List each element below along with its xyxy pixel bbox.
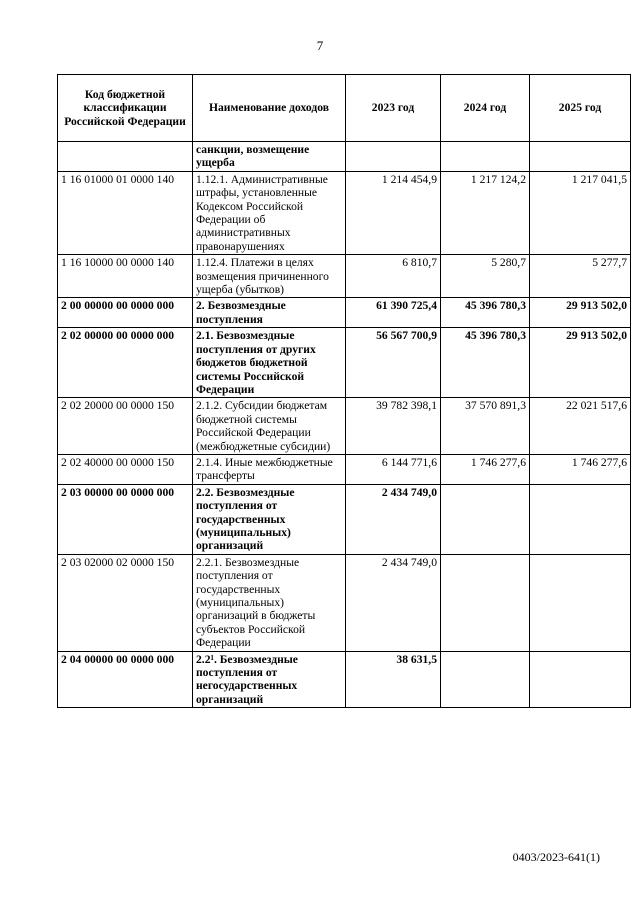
row-2025 (530, 484, 631, 554)
row-code: 1 16 01000 01 0000 140 (58, 171, 193, 254)
row-2023: 56 567 700,9 (346, 328, 441, 398)
row-name: санкции, возмещение ущерба (193, 142, 346, 172)
header-2023: 2023 год (346, 75, 441, 142)
row-name: 2. Безвозмездные поступления (193, 298, 346, 328)
table-row (58, 298, 631, 328)
table-body (58, 142, 631, 708)
table-row (58, 651, 631, 708)
row-code: 2 02 20000 00 0000 150 (58, 398, 193, 455)
row-2025: 22 021 517,6 (530, 398, 631, 455)
row-2025 (530, 142, 631, 172)
row-2023: 1 214 454,9 (346, 171, 441, 254)
row-name: 2.1.2. Субсидии бюджетам бюджетной системы Российской Федерации (межбюджетные субсидии) (193, 398, 346, 455)
table-row (58, 554, 631, 651)
row-name: 2.2. Безвозмездные поступления от государственных (муниципальных) организаций (193, 484, 346, 554)
row-2025 (530, 651, 631, 708)
row-2025: 1 746 277,6 (530, 454, 631, 484)
row-2024: 45 396 780,3 (441, 298, 530, 328)
budget-revenue-table (57, 74, 631, 708)
table-header-row (58, 75, 631, 142)
row-name: 1.12.4. Платежи в целях возмещения причиненного ущерба (убытков) (193, 255, 346, 298)
row-2023: 6 144 771,6 (346, 454, 441, 484)
row-2025: 1 217 041,5 (530, 171, 631, 254)
row-2023: 61 390 725,4 (346, 298, 441, 328)
row-2024: 1 217 124,2 (441, 171, 530, 254)
row-2025: 29 913 502,0 (530, 298, 631, 328)
table-row (58, 142, 631, 172)
table-row (58, 328, 631, 398)
row-2024: 5 280,7 (441, 255, 530, 298)
row-code: 2 03 02000 02 0000 150 (58, 554, 193, 651)
row-code: 2 02 40000 00 0000 150 (58, 454, 193, 484)
row-2024 (441, 651, 530, 708)
header-name: Наименование доходов (193, 75, 346, 142)
row-name: 2.2.1. Безвозмездные поступления от государственных (муниципальных) организаций в бюджеты субъектов Российской Федерации (193, 554, 346, 651)
row-2024: 37 570 891,3 (441, 398, 530, 455)
row-2024 (441, 142, 530, 172)
row-2023: 2 434 749,0 (346, 484, 441, 554)
row-2024 (441, 554, 530, 651)
table-row (58, 484, 631, 554)
row-2023: 6 810,7 (346, 255, 441, 298)
row-2024: 45 396 780,3 (441, 328, 530, 398)
row-2025 (530, 554, 631, 651)
header-code: Код бюджетной классификации Российской Федерации (58, 75, 193, 142)
row-2023: 39 782 398,1 (346, 398, 441, 455)
row-code: 2 00 00000 00 0000 000 (58, 298, 193, 328)
row-2023 (346, 142, 441, 172)
row-name: 2.2¹. Безвозмездные поступления от негосударственных организаций (193, 651, 346, 708)
row-2023: 2 434 749,0 (346, 554, 441, 651)
row-2025: 29 913 502,0 (530, 328, 631, 398)
row-code: 2 03 00000 00 0000 000 (58, 484, 193, 554)
table-row (58, 171, 631, 254)
row-code (58, 142, 193, 172)
row-2023: 38 631,5 (346, 651, 441, 708)
table-row (58, 255, 631, 298)
table-row (58, 454, 631, 484)
row-code: 1 16 10000 00 0000 140 (58, 255, 193, 298)
row-code: 2 04 00000 00 0000 000 (58, 651, 193, 708)
document-registration-code: 0403/2023-641(1) (512, 850, 600, 864)
table-row (58, 398, 631, 455)
row-2025: 5 277,7 (530, 255, 631, 298)
page-number: 7 (316, 38, 324, 53)
row-2024: 1 746 277,6 (441, 454, 530, 484)
header-2024: 2024 год (441, 75, 530, 142)
header-2025: 2025 год (530, 75, 631, 142)
row-2024 (441, 484, 530, 554)
row-code: 2 02 00000 00 0000 000 (58, 328, 193, 398)
row-name: 1.12.1. Административные штрафы, установленные Кодексом Российской Федерации об административных правонарушениях (193, 171, 346, 254)
row-name: 2.1.4. Иные межбюджетные трансферты (193, 454, 346, 484)
row-name: 2.1. Безвозмездные поступления от других бюджетов бюджетной системы Российской Федерации (193, 328, 346, 398)
